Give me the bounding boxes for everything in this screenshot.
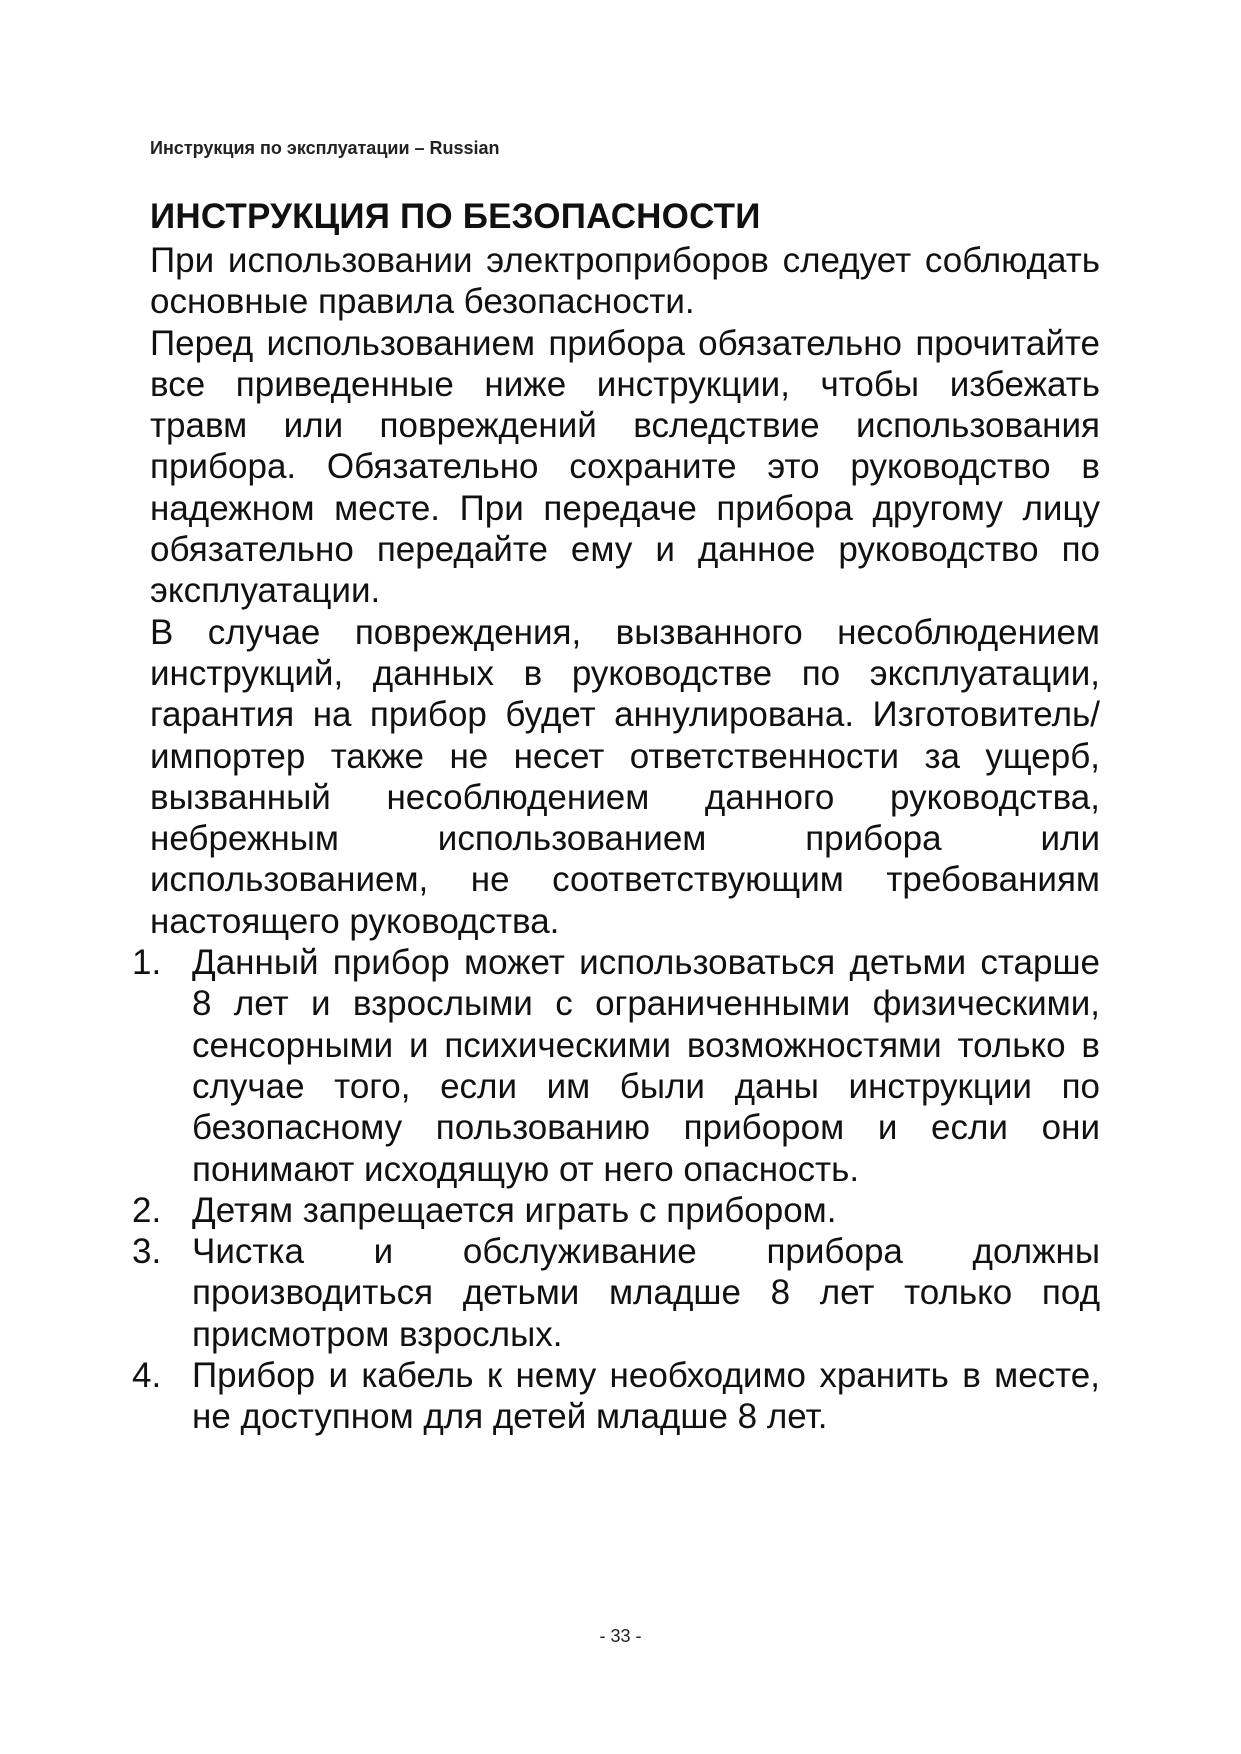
running-header: Инструкция по эксплуатации – Russian [150, 138, 500, 158]
page-number: - 33 - [599, 1626, 642, 1646]
paragraph-warranty: В случае повреждения, вызванного несоблюдением инструкций, данных в руководстве по эксплуатации, гарантия на прибор будет аннулирована. Изготовитель/импортер также не несет ответственности за ущерб, вызванный несоблюдением данного руководства, небрежным использованием прибора или использованием, не соответствующим требованиям настоящего руководства. [150, 612, 1100, 941]
list-item-number: 1. [132, 943, 162, 983]
list-item [132, 1231, 1100, 1355]
paragraph-intro: При использовании электроприборов следует соблюдать основные правила безопасности. [150, 241, 1100, 322]
list-item-number: 4. [132, 1356, 162, 1396]
list-item-text: Чистка и обслуживание прибора должны производиться детьми младше 8 лет только под присмотром взрослых. [192, 1232, 1100, 1354]
safety-list [132, 942, 1100, 1438]
section-title: ИНСТРУКЦИЯ ПО БЕЗОПАСНОСТИ [150, 197, 761, 236]
list-item-text: Детям запрещается играть с прибором. [192, 1190, 837, 1230]
list-item [132, 1355, 1100, 1438]
main-content [132, 194, 1100, 1438]
list-item-number: 2. [132, 1190, 162, 1230]
list-item-text: Прибор и кабель к нему необходимо хранить в месте, не доступном для детей младше 8 лет. [192, 1356, 1100, 1437]
list-item [132, 942, 1100, 1190]
list-item-number: 3. [132, 1232, 162, 1272]
paragraph-read-instructions: Перед использованием прибора обязательно прочитайте все приведенные ниже инструкции, чтобы избежать травм или повреждений вследствие использования прибора. Обязательно сохраните это руководство в надежном месте. При передаче прибора другому лицу обязательно передайте ему и данное руководство по эксплуатации. [150, 323, 1100, 611]
list-item [132, 1190, 1100, 1231]
list-item-text: Данный прибор может использоваться детьми старше 8 лет и взрослыми с ограниченными физическими, сенсорными и психическими возможностями только в случае того, если им были даны инструкции по безопасному пользованию прибором и если они понимают исходящую от него опасность. [192, 943, 1100, 1189]
